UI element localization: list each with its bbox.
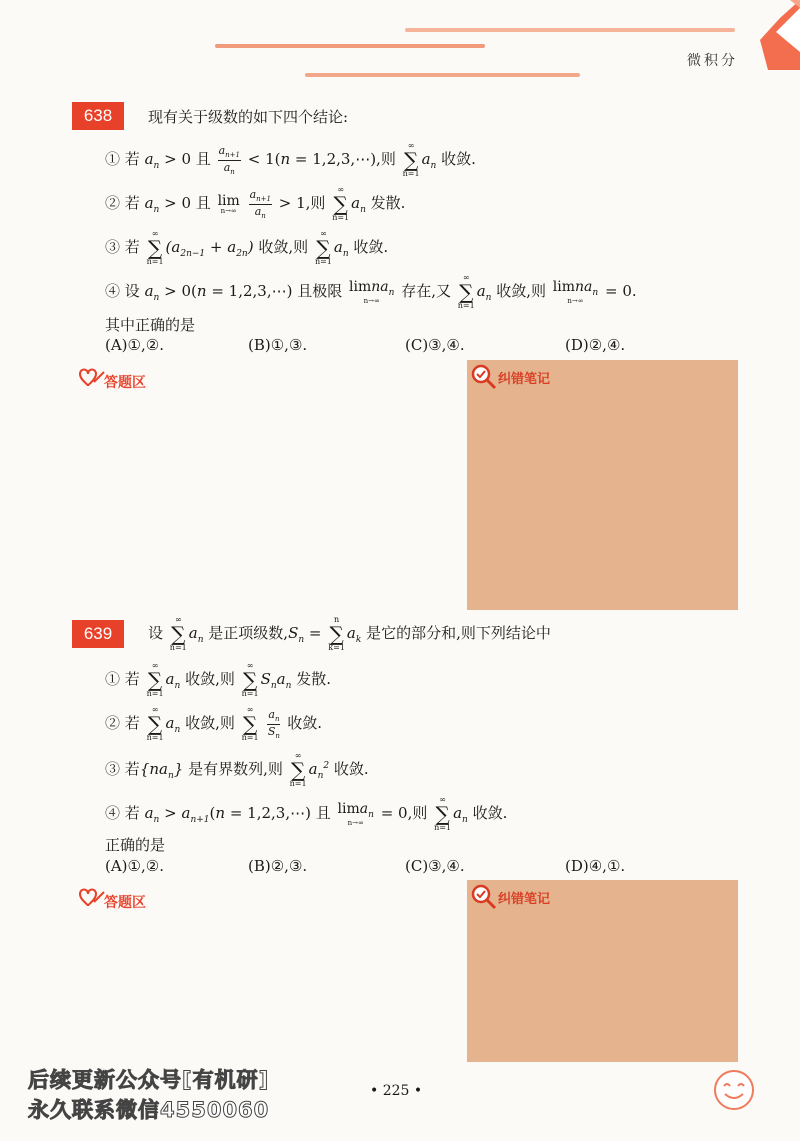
header-decor-line — [405, 28, 735, 32]
magnifier-check-icon — [470, 363, 498, 391]
q638-statement-2: ② 若 $a_n > 0$ 且 lim n→∞ $\frac{a_{n+1}}{a_n}$ > 1,则 ∞ ∑ n=1 $a_n$ 发散. — [105, 185, 406, 222]
page-number: • 225 • — [370, 1083, 423, 1099]
q639-intro: 设 ∞ ∑ n=1 $a_n$ 是正项级数$,S_n$ = n ∑ k=1 $a_k$ 是它的部分和,则下列结论中 — [148, 615, 551, 652]
q638-choice-a[interactable]: (A)①,②. — [105, 336, 164, 354]
q638-statement-4: ④ 设 $a_n > 0(n$ = 1,2,3,⋯) 且极限 limna$_n$ n→∞ 存在,又 ∞ ∑ n=1 $a_n$ 收敛,则 limna$_n$ n→∞ = 0. — [105, 273, 637, 310]
watermark-line-2: 永久联系微信4550060 — [28, 1098, 270, 1122]
magnifier-check-icon — [470, 883, 498, 911]
q638-choice-d[interactable]: (D)②,④. — [565, 336, 626, 354]
answer-area-label: 答题区 — [104, 895, 146, 911]
section-title: 微积分 — [687, 53, 738, 69]
question-number-638: 638 — [72, 102, 124, 130]
q639-choice-d[interactable]: (D)④,①. — [565, 857, 626, 875]
q639-choice-c[interactable]: (C)③,④. — [405, 857, 465, 875]
q639-statement-3: ③ 若$\{na_n\}$ 是有界数列,则 ∞ ∑ n=1 $a_n^2$ 收敛. — [105, 751, 369, 788]
q638-choice-b[interactable]: (B)①,③. — [248, 336, 308, 354]
q639-statement-1: ① 若 ∞ ∑ n=1 $a_n$ 收敛,则 ∞ ∑ n=1 $S_na_n$ 发散. — [105, 661, 331, 698]
heart-pen-icon — [76, 886, 106, 908]
smiley-icon — [712, 1068, 756, 1112]
watermark-line-1: 后续更新公众号[有机研] — [28, 1068, 270, 1092]
correction-notes-box[interactable] — [467, 360, 738, 610]
q638-intro: 现有关于级数的如下四个结论: — [148, 108, 349, 126]
q638-choice-c[interactable]: (C)③,④. — [405, 336, 465, 354]
q638-statement-3: ③ 若 ∞ ∑ n=1 $(a_{2n-1} + a_{2n})$ 收敛,则 ∞ ∑ n=1 $a_n$ 收敛. — [105, 229, 389, 266]
answer-area-label: 答题区 — [104, 375, 146, 391]
q639-statement-4: ④ 若 $a_n > a_{n+1}(n$ = 1,2,3,⋯) 且 lima$_n$ n→∞ = 0,则 ∞ ∑ n=1 $a_n$ 收敛. — [105, 795, 508, 832]
question-number-639: 639 — [72, 620, 124, 648]
header-decor-line — [305, 73, 580, 77]
q639-choice-b[interactable]: (B)②,③. — [248, 857, 308, 875]
correction-notes-title: 纠错笔记 — [498, 892, 551, 907]
correction-notes-box[interactable] — [467, 880, 738, 1062]
q638-statement-1: ① 若 $a_n > 0$ 且 $\frac{a_{n+1}}{a_n}$ < 1(n = 1,2,3,⋯),则 ∞ ∑ n=1 $a_n$ 收敛. — [105, 141, 476, 178]
heart-pen-icon — [76, 366, 106, 388]
header-decor-line — [215, 44, 485, 48]
q639-statement-2: ② 若 ∞ ∑ n=1 $a_n$ 收敛,则 ∞ ∑ n=1 $\frac{a_n}{S_n}$ 收敛. — [105, 705, 323, 742]
q639-question: 正确的是 — [105, 836, 166, 854]
q638-question: 其中正确的是 — [105, 316, 196, 334]
corner-arrow-icon — [730, 0, 800, 70]
correction-notes-title: 纠错笔记 — [498, 372, 551, 387]
q639-choice-a[interactable]: (A)①,②. — [105, 857, 164, 875]
